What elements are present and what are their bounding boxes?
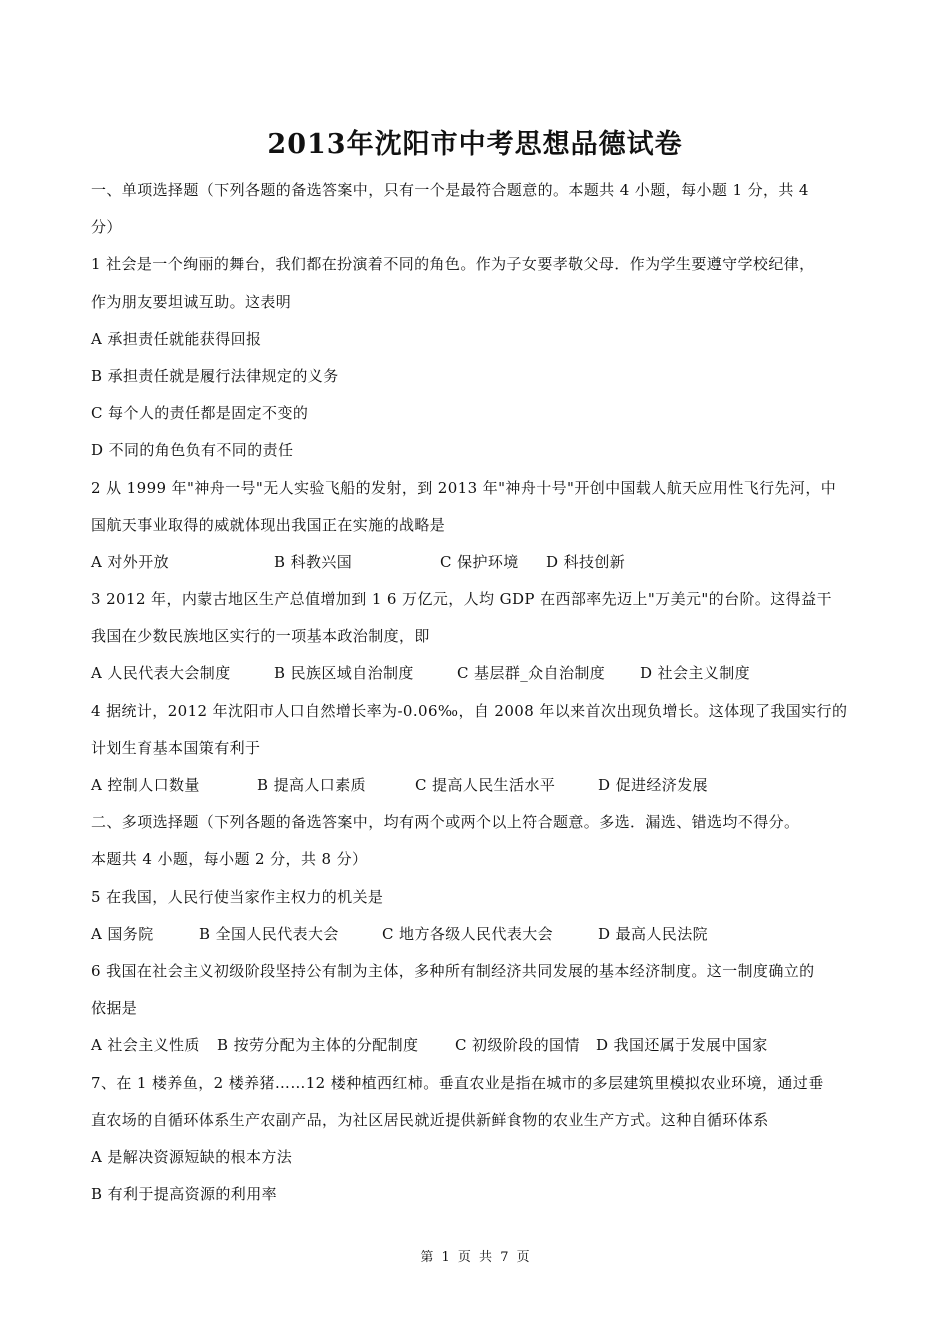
question-1-stem-cont: 作为朋友要坦诚互助。这表明 [91,292,292,311]
question-4-option-d: D 促进经济发展 [598,776,708,794]
question-6-option-c: C 初级阶段的国情 [455,1036,580,1055]
question-3-option-b: B 民族区域自治制度 [274,664,414,683]
section-1-instructions-cont: 分） [91,218,122,237]
question-1-option-b: B 承担责任就是履行法律规定的义务 [91,366,339,385]
question-6-option-a: A 社会主义性质 [91,1036,200,1055]
question-1-option-c: C 每个人的责任都是固定不变的 [91,404,309,423]
question-3-options [91,655,871,692]
question-5-option-b: B 全国人民代表大会 [199,924,339,943]
question-2-option-a: A 对外开放 [91,552,170,571]
section-2-instructions-cont: 本题共 4 小题，每小题 2 分，共 8 分） [91,850,368,869]
question-4-stem: 4 据统计，2012 年沈阳市人口自然增长率为-0.06‰，自 2008 年以来首次出现负增长。这体现了我国实行的 [91,701,848,720]
question-1-stem: 1 社会是一个绚丽的舞台，我们都在扮演着不同的角色。作为子女要孝敬父母．作为学生要遵守学校纪律， [91,255,815,274]
question-5-stem: 5 在我国，人民行使当家作主权力的机关是 [91,887,384,906]
section-2-instructions: 二、多项选择题（下列各题的备选答案中，均有两个或两个以上符合题意。多选．漏选、错选均不得分。 [91,813,800,832]
question-7-stem-cont: 直农场的自循环体系生产农副产品，为社区居民就近提供新鲜食物的农业生产方式。这种自循环体系 [91,1110,769,1129]
question-7-option-a: A 是解决资源短缺的根本方法 [91,1147,293,1166]
question-1-option-a: A 承担责任就能获得回报 [91,329,262,348]
question-3-option-a: A 人民代表大会制度 [91,664,231,683]
question-4-option-c: C 提高人民生活水平 [415,776,556,794]
question-6-stem-cont: 依据是 [91,999,138,1018]
question-2-option-d: D 科技创新 [546,552,626,571]
question-7-stem: 7、在 1 楼养鱼，2 楼养猪……12 楼种植西红柿。垂直农业是指在城市的多层建筑里模拟农业环境，通过垂 [91,1073,824,1092]
question-2-option-c: C 保护环境 [440,552,519,571]
question-2-stem-cont: 国航天事业取得的威就体现出我国正在实施的战略是 [91,515,446,534]
question-3-stem-cont: 我国在少数民族地区实行的一项基本政治制度，即 [91,627,430,646]
question-5-option-d: D 最高人民法院 [598,924,708,943]
question-2-option-b: B 科教兴国 [274,552,353,571]
question-4-option-a: A 控制人口数量 [91,776,200,794]
question-3-stem: 3 2012 年，内蒙古地区生产总值增加到 1 6 万亿元，人均 GDP 在西部率先迈上"万美元"的台阶。这得益干 [91,590,832,609]
question-7-option-b: B 有利于提高资源的利用率 [91,1185,277,1204]
exam-content [91,172,871,1213]
question-6-options [91,1027,871,1064]
question-5-option-c: C 地方各级人民代表大会 [382,924,554,943]
question-4-stem-cont: 计划生育基本国策有利于 [91,738,261,757]
page-title: 2013年沈阳市中考思想品德试卷 [267,129,683,160]
question-2-stem: 2 从 1999 年"神舟一号"无人实验飞船的发射，到 2013 年"神舟十号"开创中国载人航天应用性飞行先河，中 [91,478,837,497]
question-2-options [91,544,871,581]
question-6-stem: 6 我国在社会主义初级阶段坚持公有制为主体，多种所有制经济共同发展的基本经济制度。这一制度确立的 [91,961,815,980]
page-footer: 第 1 页 共 7 页 [420,1250,530,1265]
question-6-option-b: B 按劳分配为主体的分配制度 [217,1036,419,1055]
question-4-options [91,767,871,804]
question-1-option-d: D 不同的角色负有不同的责任 [91,441,294,460]
question-3-option-c: C 基层群_众自治制度 [457,664,606,683]
section-1-instructions: 一、单项选择题（下列各题的备选答案中，只有一个是最符合题意的。本题共 4 小题，每小题 1 分，共 4 [91,181,809,199]
question-6-option-d: D 我国还属于发展中国家 [596,1036,768,1055]
question-5-options [91,916,871,953]
question-5-option-a: A 国务院 [91,924,154,943]
question-4-option-b: B 提高人口素质 [257,776,366,794]
question-3-option-d: D 社会主义制度 [640,664,750,683]
